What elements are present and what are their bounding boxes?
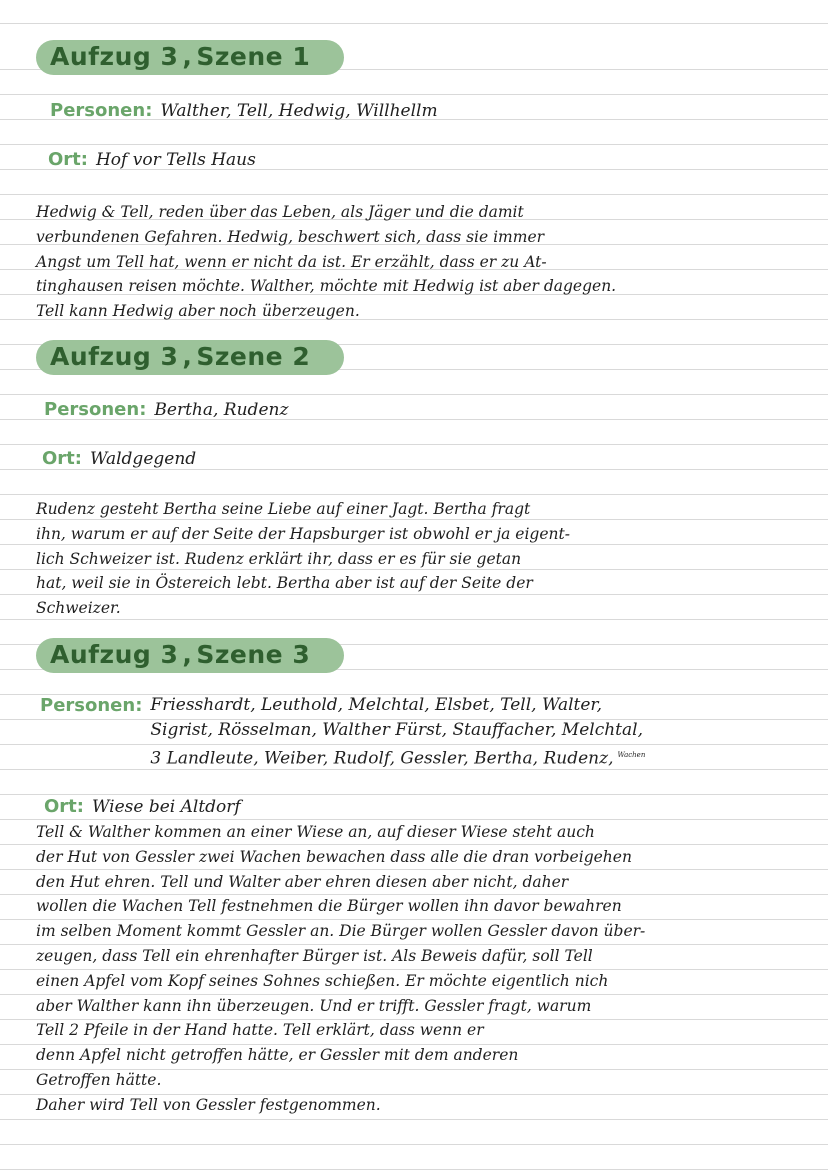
summary-line: den Hut ehren. Tell und Walter aber ehren diesen aber nicht, daher [36,872,569,891]
persons-label: Personen: [40,695,143,716]
summary-line: wollen die Wachen Tell festnehmen die Bürger wollen ihn davor bewahren [36,897,622,916]
persons-row [44,397,788,423]
ort-label: Ort: [42,448,82,469]
summary-line: Hedwig & Tell, reden über das Leben, als Jäger und die damit [36,203,524,221]
persons-row [50,98,788,124]
scene-heading: Aufzug 3 , Szene 1 [36,40,344,75]
scene-summary [36,497,788,621]
summary-line: Tell 2 Pfeile in der Hand hatte. Tell erklärt, dass wenn er [36,1021,484,1040]
scene-title: Szene 1 [196,42,311,71]
persons-row [40,693,788,772]
scene-summary [36,820,788,1118]
summary-line: verbundenen Gefahren. Hedwig, beschwert sich, dass sie immer [36,227,545,246]
summary-line: lich Schweizer ist. Rudenz erklärt ihr, dass er es für sie getan [36,549,522,568]
persons-list: Bertha, Rudenz [154,400,289,420]
persons-line-text: 3 Landleute, Weiber, Rudolf, Gessler, Bertha, Rudenz, [150,748,614,769]
summary-line: der Hut von Gessler zwei Wachen bewachen dass alle die dran vorbeigehen [36,847,632,866]
ort-row [48,147,788,173]
summary-line: Angst um Tell hat, wenn er nicht da ist. Er erzählt, dass er zu At- [36,252,547,271]
summary-line: ihn, warum er auf der Seite der Hapsburger ist obwohl er ja eigent- [36,524,570,543]
ort-label: Ort: [44,796,84,817]
summary-line: aber Walther kann ihn überzeugen. Und er trifft. Gessler fragt, warum [36,996,592,1015]
scene-title: Szene 2 [196,342,311,371]
summary-line: hat, weil sie in Östereich lebt. Bertha aber ist auf der Seite der [36,574,533,593]
ort-row [42,446,788,472]
scene-title: Szene 3 [196,640,311,669]
persons-line: Friesshardt, Leuthold, Melchtal, Elsbet, Tell, Walter, [150,695,603,715]
summary-line: tinghausen reisen möchte. Walther, möchte mit Hedwig ist aber dagegen. [36,277,617,296]
ort-row [44,794,788,820]
persons-list [150,693,645,772]
summary-line: zeugen, dass Tell ein ehrenhafter Bürger ist. Als Beweis dafür, soll Tell [36,946,593,965]
persons-list: Walther, Tell, Hedwig, Willhellm [160,101,438,121]
summary-line: einen Apfel vom Kopf seines Sohnes schießen. Er möchte eigentlich nich [36,971,609,990]
persons-line [150,743,645,772]
summary-line: Schweizer. [36,599,121,618]
persons-label: Personen: [50,100,153,121]
summary-line: Getroffen hätte. [36,1070,162,1089]
scene-summary [36,200,788,324]
scene-1 [36,40,788,75]
persons-extra: Wachen [617,751,646,759]
ort-value: Waldgegend [89,449,197,469]
summary-line: denn Apfel nicht getroffen hätte, er Gessler mit dem anderen [36,1046,519,1065]
act-title: Aufzug 3 [50,342,179,371]
ort-value: Hof vor Tells Haus [95,150,256,170]
summary-line: Rudenz gesteht Bertha seine Liebe auf einer Jagt. Bertha fragt [36,500,531,518]
summary-line: Tell & Walther kommen an einer Wiese an, auf dieser Wiese steht auch [36,823,595,841]
scene-3 [36,638,788,673]
ort-label: Ort: [48,149,88,170]
scene-heading: Aufzug 3 , Szene 3 [36,638,344,673]
summary-line: im selben Moment kommt Gessler an. Die Bürger wollen Gessler davon über- [36,922,646,941]
scene-heading: Aufzug 3 , Szene 2 [36,340,344,375]
ort-value: Wiese bei Altdorf [91,797,241,817]
summary-line: Daher wird Tell von Gessler festgenommen. [36,1095,381,1114]
act-title: Aufzug 3 [50,640,179,669]
scene-2 [36,340,788,375]
persons-label: Personen: [44,399,147,420]
act-title: Aufzug 3 [50,42,179,71]
persons-line: Sigrist, Rösselman, Walther Fürst, Stauffacher, Melchtal, [150,720,643,740]
summary-line: Tell kann Hedwig aber noch überzeugen. [36,302,360,321]
